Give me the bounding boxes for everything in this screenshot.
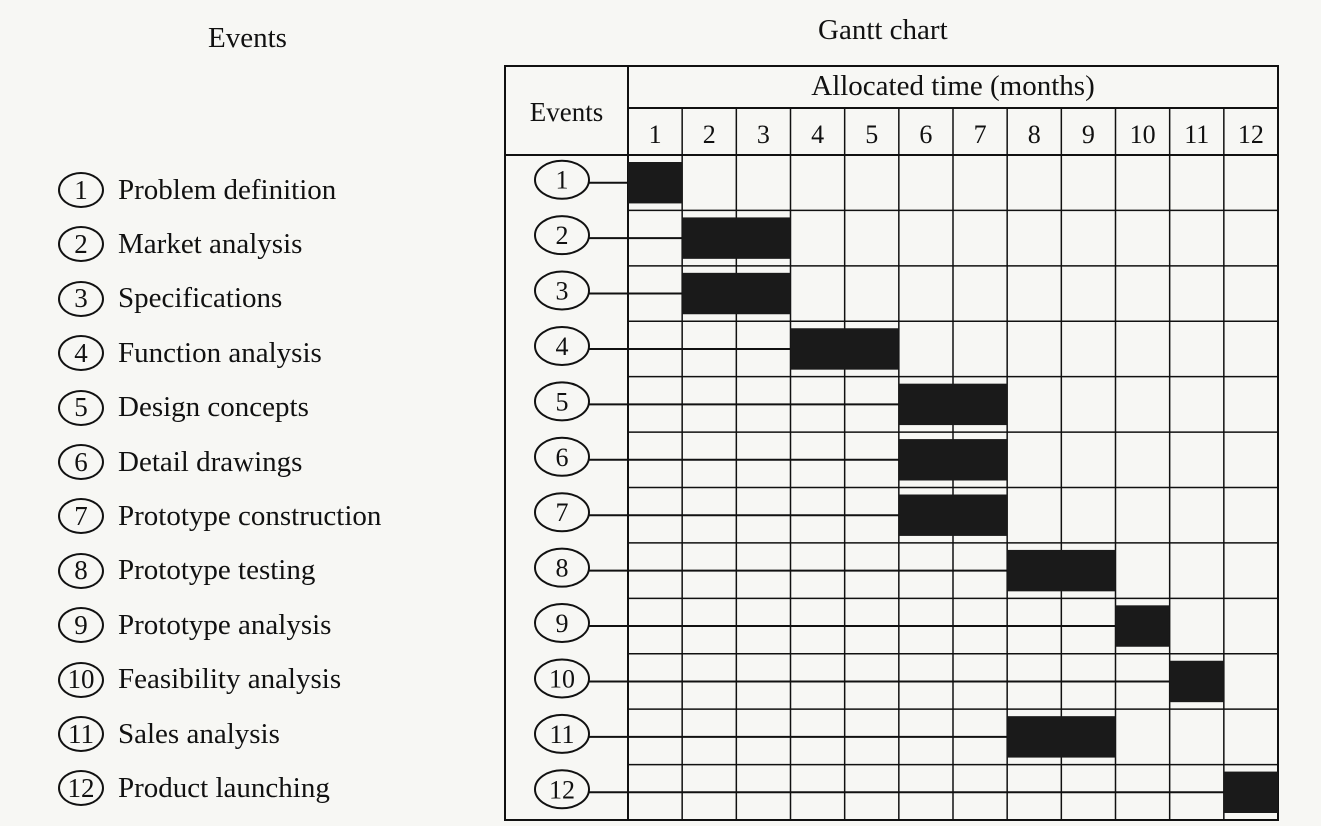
event-circle-label: 3 <box>555 276 569 306</box>
month-tick-label: 7 <box>973 120 987 149</box>
month-tick-label: 4 <box>811 120 825 149</box>
event-label: Prototype construction <box>118 499 382 532</box>
gantt-bar <box>1007 550 1115 591</box>
event-number-circle: 10 <box>58 662 104 698</box>
events-heading: Events <box>208 22 287 54</box>
gantt-chart-title: Gantt chart <box>818 14 948 46</box>
gantt-bar <box>899 439 1007 480</box>
event-circle-label: 11 <box>549 719 575 749</box>
event-number-circle: 9 <box>58 607 104 643</box>
month-tick-label: 5 <box>865 120 879 149</box>
event-circle-label: 7 <box>555 498 569 528</box>
gantt-bar <box>682 217 790 258</box>
month-tick-label: 11 <box>1184 120 1210 149</box>
event-label: Specifications <box>118 282 283 315</box>
gantt-bar <box>791 328 899 369</box>
event-number-circle: 2 <box>58 226 104 262</box>
event-label: Detail drawings <box>118 445 303 478</box>
events-column-header: Events <box>529 97 604 127</box>
event-label: Prototype testing <box>118 554 316 587</box>
gantt-bar <box>899 384 1007 425</box>
event-number-circle: 12 <box>58 770 104 806</box>
month-tick-label: 12 <box>1237 120 1264 149</box>
event-circle-label: 12 <box>549 775 575 805</box>
month-tick-label: 8 <box>1027 120 1041 149</box>
event-label: Prototype analysis <box>118 608 332 641</box>
allocated-time-header: Allocated time (months) <box>811 70 1095 102</box>
event-label: Sales analysis <box>118 717 280 750</box>
gantt-bar <box>1007 716 1115 757</box>
event-circle-label: 6 <box>555 442 569 472</box>
event-number-circle: 6 <box>58 444 104 480</box>
chart-frame <box>505 66 1278 820</box>
event-label: Design concepts <box>118 391 309 424</box>
gantt-bar <box>1170 661 1224 702</box>
event-label: Product launching <box>118 771 330 804</box>
event-circle-label: 9 <box>555 609 569 639</box>
month-tick-label: 6 <box>919 120 933 149</box>
event-number-circle: 3 <box>58 281 104 317</box>
event-label: Feasibility analysis <box>118 663 342 696</box>
event-number-circle: 8 <box>58 553 104 589</box>
event-circle-label: 8 <box>555 553 569 583</box>
gantt-bar <box>682 273 790 314</box>
gantt-bar <box>1224 772 1278 813</box>
event-number-circle: 11 <box>58 716 104 752</box>
event-label: Market analysis <box>118 227 303 260</box>
gantt-bar <box>1116 605 1170 646</box>
event-circle-label: 5 <box>555 387 569 417</box>
event-circle-label: 10 <box>549 664 575 694</box>
event-circle-label: 4 <box>555 331 569 361</box>
event-label: Problem definition <box>118 173 337 206</box>
event-circle-label: 1 <box>555 165 569 195</box>
event-number-circle: 7 <box>58 498 104 534</box>
event-number-circle: 4 <box>58 335 104 371</box>
month-tick-label: 9 <box>1081 120 1095 149</box>
event-number-circle: 5 <box>58 390 104 426</box>
month-tick-label: 3 <box>756 120 770 149</box>
event-circle-label: 2 <box>555 221 569 251</box>
event-number-circle: 1 <box>58 172 104 208</box>
event-label: Function analysis <box>118 336 322 369</box>
gantt-bar <box>899 495 1007 536</box>
month-tick-label: 2 <box>702 120 716 149</box>
month-tick-label: 10 <box>1129 120 1156 149</box>
month-tick-label: 1 <box>648 120 662 149</box>
gantt-bar <box>628 162 682 203</box>
